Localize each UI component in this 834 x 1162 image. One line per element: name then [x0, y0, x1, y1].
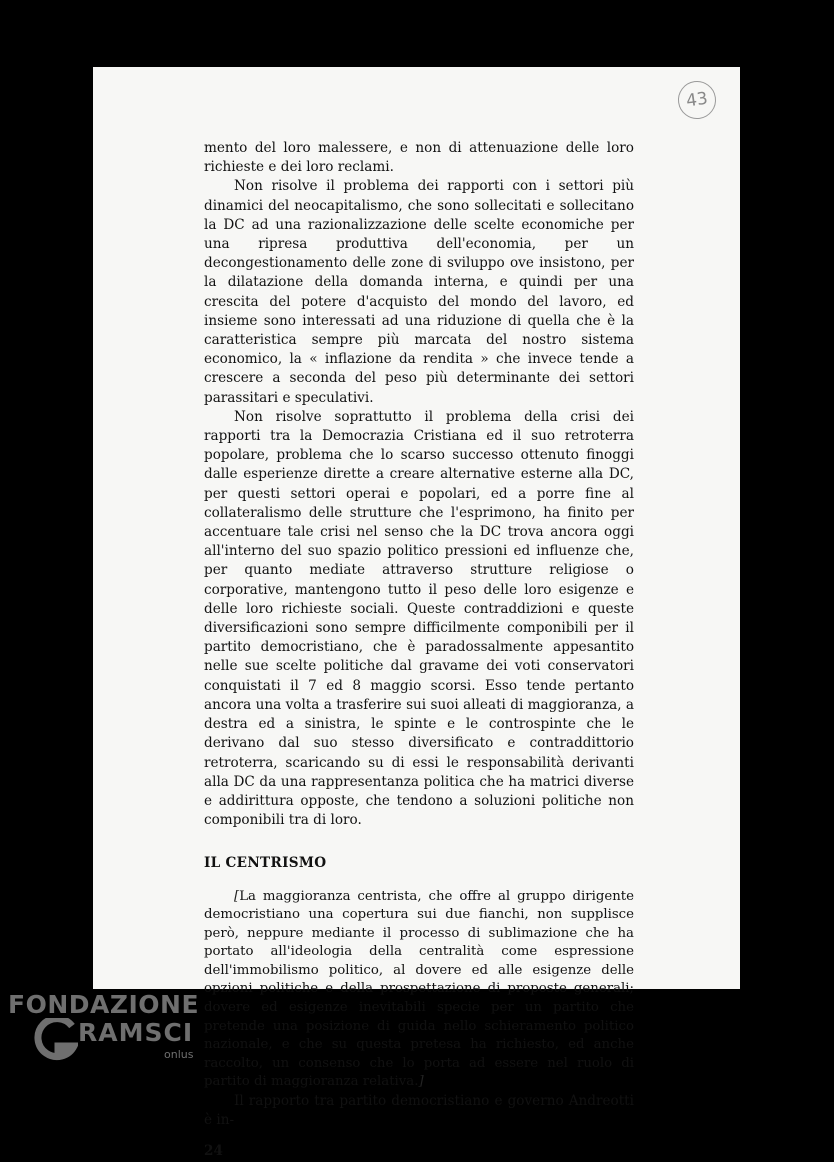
quoted-paragraph	[204, 888, 634, 1093]
page-body	[204, 139, 634, 1162]
paragraph-2: Non risolve il problema dei rapporti con i settori più dinamici del neocapitalismo, che sono sollecitati e sollecitano la DC ad una razionalizzazione delle scelte economiche per una ripresa produttiva dell'economia, per un decongestionamento delle zone di sviluppo ove insistono, per la dilatazione della domanda interna, e quindi per una crescita del potere d'acquisto del mondo del lavoro, ed insieme sono interessati ad una riduzione di quella che è la caratteristica sempre più marcata del nostro sistema economico, la « inflazione da rendita » che invece tende a crescere a seconda del peso più determinante dei settori parassitari e speculativi.	[204, 178, 634, 406]
paragraph-3: Non risolve soprattutto il problema della crisi dei rapporti tra la Democrazia Cristiana ed il suo retroterra popolare, problema che lo scarso successo ottenuto finoggi dalle esperienze dirette a creare alternative esterne alla DC, per questi settori operai e popolari, ed a porre fine al collateralismo delle strutture che l'esprimono, ha finito per accentuare tale crisi nel senso che la DC trova ancora oggi all'interno del suo spazio politico pressioni ed influenze che, per quanto mediate attraverso strutture religiose o corporative, mantengono tutto il peso delle loro esigenze e delle loro richieste sociali. Queste contraddizioni e queste diversificazioni sono sempre difficilmente componibili per il partito democristiano, che è paradossalmente appesantito nelle sue scelte politiche dal gravame dei voti conservatori conquistati il 7 ed 8 maggio scorsi. Esso tende pertanto ancora una volta a trasferire sui suoi alleati di maggioranza, a destra ed a sinistra, le spinte e le controspinte che le derivano dal suo stesso diversificato e contraddittorio retroterra, scaricando su di essi le responsabilità derivanti alla DC da una rappresentanza politica che ha matrici diverse e addirittura opposte, che tendono a soluzioni politiche non componibili tra di loro.	[204, 408, 634, 829]
logo-suffix: onlus	[164, 1048, 194, 1061]
paragraph-1: mento del loro malessere, e non di attenuazione delle loro richieste e dei loro reclami.	[204, 140, 634, 176]
logo-text-line2: RAMSCI	[78, 1018, 194, 1047]
fondazione-gramsci-logo	[8, 990, 208, 1075]
quote-close-mark: ]	[418, 1074, 424, 1090]
logo-g-mark-icon	[34, 1018, 78, 1062]
quote-open-mark: [	[234, 888, 240, 904]
quote-text: La maggioranza centrista, che offre al gruppo dirigente democristiano una copertura sui due fianchi, non supplisce però, neppure mediante il processo di sublimazione che ha portato all'ideologia della centralità come espressione dell'immobilismo politico, al dovere ed alle esigenze delle opzioni politiche e della prospettazione di proposte generali; dovere ed esigenze inevitabili specie per un partito che pretende una posizione di guida nello schieramento politico nazionale, e che su questa pretesa ha richiesto, ed anche raccolto, un consenso che lo porta ad essere nel ruolo di partito di maggioranza relativa.	[204, 888, 634, 1090]
logo-text-line1: FONDAZIONE	[8, 990, 200, 1019]
handwritten-page-mark: 43	[676, 79, 719, 122]
section-heading: IL CENTRISMO	[204, 855, 327, 872]
page-number: 24	[204, 1143, 223, 1160]
paragraph-last: Il rapporto tra partito democristiano e governo Andreotti è in-	[204, 1093, 634, 1129]
